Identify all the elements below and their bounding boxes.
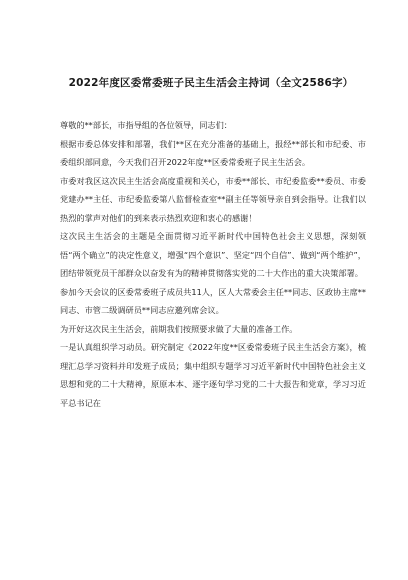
- document-body: [60, 116, 366, 412]
- salutation-paragraph: 尊敬的**部长，市指导组的各位领导，同志们：: [60, 120, 232, 130]
- body-paragraph: 为开好这次民主生活会，前期我们按照要求做了大量的准备工作。: [60, 323, 298, 334]
- body-paragraph: 根据市委总体安排和部署，我们**区在充分准备的基础上，报经**部长和市纪委、市委组织部同意，今天我们召开2022年度**区委常委班子民主生活会。: [60, 138, 366, 167]
- body-paragraph: 一是认真组织学习动员。研究制定《2022年度**区委常委班子民主生活会方案》，梳理汇总学习资料并印发班子成员；集中组织专题学习习近平新时代中国特色社会主义思想和党的二十大精神，原原本本、逐字逐句学习党的二十大报告和党章，学习习近平总书记在: [60, 342, 366, 408]
- body-paragraph: 参加今天会议的区委常委班子成员共11人，区人大常委会主任**同志、区政协主席**同志、市管二级调研员**同志应邀列席会议。: [60, 286, 366, 315]
- body-paragraph: 这次民主生活会的主题是全面贯彻习近平新时代中国特色社会主义思想，深刻领悟“两个确立”的决定性意义，增强“四个意识”、坚定“四个自信”、做到“两个维护”，团结带领党员干部群众以奋发有为的精神贯彻落实党的二十大作出的重大决策部署。: [60, 231, 366, 278]
- body-paragraph: 市委对我区这次民主生活会高度重视和关心，市委**部长、市纪委监委**委员、市委党建办**主任、市纪委监委第八监督检查室**副主任等领导亲自到会指导。让我们以热烈的掌声对他们的到来表示热烈欢迎和衷心的感谢！: [60, 175, 366, 223]
- document-title: 2022年度区委常委班子民主生活会主持词（全文2586字）: [68, 77, 354, 89]
